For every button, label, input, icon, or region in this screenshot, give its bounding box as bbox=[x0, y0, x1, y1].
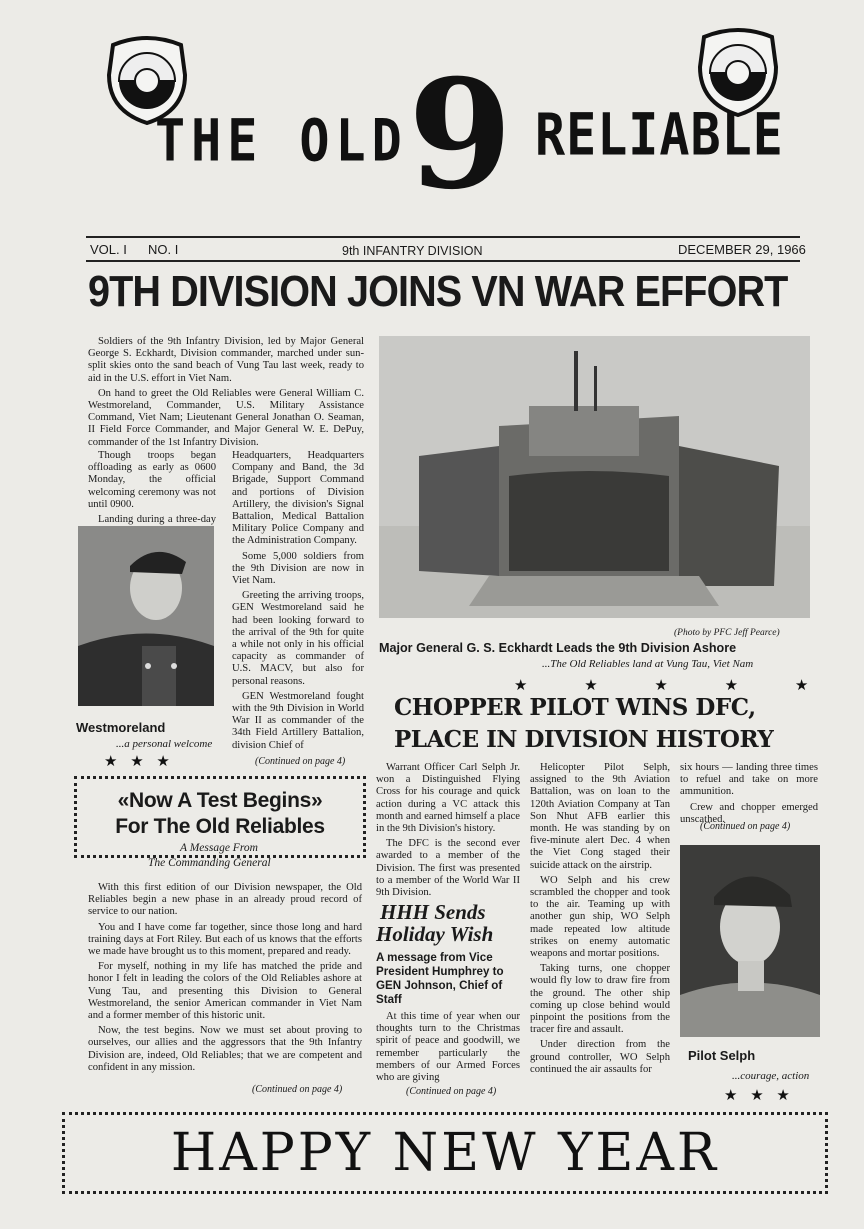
happy-new-year-banner bbox=[62, 1112, 828, 1194]
westmoreland-stars: ★ ★ ★ bbox=[104, 752, 174, 770]
westmoreland-caption: ...a personal welcome bbox=[116, 738, 213, 750]
lead-story-intro bbox=[88, 336, 364, 452]
westmoreland-name: Westmoreland bbox=[76, 720, 166, 735]
hhh-headline-line1: HHH Sends bbox=[380, 900, 486, 924]
chopper-col3-paragraph-2: Crew and chopper emerged unscathed. bbox=[680, 801, 818, 825]
dateline-bottom-rule bbox=[86, 260, 800, 262]
lead-paragraph-1: Soldiers of the 9th Infantry Division, led by Major General George S. Eckhardt, Division commander, marched under sun-split skies onto the sand beach of Vung Tau last week, ready to aid in the U.S. effort in Viet Nam. bbox=[88, 336, 364, 384]
selph-portrait-icon bbox=[680, 845, 820, 1037]
lead-story-column-2 bbox=[232, 450, 364, 755]
dateline-number: NO. I bbox=[148, 242, 179, 257]
selph-caption: ...courage, action bbox=[732, 1070, 810, 1082]
test-box-subtitle-line2: The Commanding General bbox=[148, 857, 271, 869]
chopper-column-3 bbox=[680, 762, 818, 829]
lead-col2-paragraph-1: Headquarters, Headquarters Company and Band, the 3d Brigade, Support Command and portions of Division Artillery, the division's Signal Battalion, Medical Battalion Military Police Company and the Administration Company. bbox=[232, 450, 364, 547]
chopper-headline-line1: CHOPPER PILOT WINS DFC, bbox=[394, 694, 756, 721]
chopper-col1-paragraph-2: The DFC is the second ever awarded to a member of the Division. The first was presented to a member of the World War II 9th Division. bbox=[376, 838, 520, 899]
chopper-col3-paragraph-1: six hours — landing three times to refuel and take on more ammunition. bbox=[680, 762, 818, 798]
westmoreland-portrait-icon bbox=[78, 526, 214, 706]
landing-photo-credit: (Photo by PFC Jeff Pearce) bbox=[674, 628, 780, 638]
test-paragraph-4: Now, the test begins. Now we must set about proving to ourselves, our allies and the aggressors that the 9th Infantry Division are, indeed, Old Reliables; that we are competent and confident in any mission. bbox=[88, 1025, 362, 1073]
test-box-subtitle-line1: A Message From bbox=[180, 842, 258, 854]
masthead-numeral: 9 bbox=[408, 47, 513, 223]
dateline-date: DECEMBER 29, 1966 bbox=[678, 242, 806, 257]
landing-photo bbox=[379, 336, 810, 618]
chopper-continued: (Continued on page 4) bbox=[700, 821, 791, 832]
chopper-headline-line2: PLACE IN DIVISION HISTORY bbox=[394, 726, 774, 753]
hhh-headline-line2: Holiday Wish bbox=[376, 922, 494, 946]
test-box-body bbox=[88, 882, 362, 1077]
banner-text: HAPPY NEW YEAR bbox=[170, 1123, 720, 1183]
lead-paragraph-2: On hand to greet the Old Reliables were General William C. Westmoreland, Commander, U.S. Military Assistance Command, Viet Nam; Lieutenant General Jonathan O. Seaman, II Field Force Commander, and Major General W. E. DePuy, commander of the 1st Infantry Division. bbox=[88, 387, 364, 448]
chopper-col1-paragraph-1: Warrant Officer Carl Selph Jr. won a Distinguished Flying Cross for his courage and quick action during a VC attack this month and earned himself a place in the 9th Division's history. bbox=[376, 762, 520, 835]
lead-col2-paragraph-4: GEN Westmoreland fought with the 9th Division in World War II as commander of the 34th Field Artillery Battalion, division Chief of bbox=[232, 690, 364, 751]
lead-story-continued: (Continued on page 4) bbox=[255, 756, 346, 767]
hhh-continued: (Continued on page 4) bbox=[406, 1086, 497, 1097]
dateline-top-rule bbox=[86, 236, 800, 238]
chopper-col2-paragraph-1: Helicopter Pilot Selph, assigned to the 9th Aviation Battalion, was on loan to the 120th Aviation Company at Tan Son Nhut AFB earlier this month. He was standing by on five-minute alert Dec. 4 when the Viet Cong staged their suicide attack on the airstrip. bbox=[530, 762, 670, 871]
landing-photo-caption: Major General G. S. Eckhardt Leads the 9th Division Ashore bbox=[379, 641, 737, 655]
landing-craft-photo-icon bbox=[379, 336, 810, 618]
chopper-col2-paragraph-4: Under direction from the ground controller, WO Selph continued the air assaults for bbox=[530, 1039, 670, 1075]
test-paragraph-1: With this first edition of our Division newspaper, the Old Reliables begin a new phase in an already proud record of service to our nation. bbox=[88, 882, 362, 918]
chopper-col2-paragraph-3: Taking turns, one chopper would fly low to draw fire from the ground. The other ship coming up close behind would pinpoint the positions from the tracer fire and assault. bbox=[530, 963, 670, 1036]
hhh-deck: A message from Vice President Humphrey to GEN Johnson, Chief of Staff bbox=[376, 951, 504, 1006]
main-headline: 9TH DIVISION JOINS VN WAR EFFORT bbox=[88, 267, 788, 316]
chopper-column-2 bbox=[530, 762, 670, 1079]
test-box-title-line1: «Now A Test Begins» bbox=[117, 789, 323, 812]
landing-photo-stars: ★ ★ ★ ★ ★ bbox=[514, 676, 835, 694]
chopper-column-1 bbox=[376, 762, 520, 902]
westmoreland-photo bbox=[78, 526, 214, 706]
dateline-division: 9th INFANTRY DIVISION bbox=[342, 244, 483, 258]
chopper-col2-paragraph-2: WO Selph and his crew scrambled the chopper and took to the air. Teaming up with another gun ship, WO Selph made repeated low altitude strikes on enemy automatic weapons and mortar positions. bbox=[530, 874, 670, 960]
test-paragraph-2: You and I have come far together, since those long and hard training days at Fort Riley. But each of us knows that the efforts we made have brought us to this moment, prepared and ready. bbox=[88, 921, 362, 958]
selph-stars: ★ ★ ★ bbox=[724, 1086, 794, 1104]
test-box-title-line2: For The Old Reliables bbox=[115, 815, 325, 838]
landing-photo-subcaption: ...The Old Reliables land at Vung Tau, Viet Nam bbox=[542, 658, 754, 670]
lead-col2-paragraph-3: Greeting the arriving troops, GEN Westmoreland said he had been looking forward to the arrival of the 9th for quite a while not only in his official capacity as commander of U.S. MACV, but also for personal reasons. bbox=[232, 590, 364, 687]
lead-col2-paragraph-2: Some 5,000 soldiers from the 9th Division are now in Viet Nam. bbox=[232, 550, 364, 587]
hhh-body bbox=[376, 1011, 520, 1087]
hhh-paragraph-1: At this time of year when our thoughts turn to the Christmas spirit of peace and goodwill, we remember particularly the members of our Armed Forces who are giving bbox=[376, 1011, 520, 1084]
masthead-left-word: THE OLD bbox=[155, 107, 408, 175]
test-paragraph-3: For myself, nothing in my life has matched the pride and honor I felt in leading the colors of the Old Reliables ashore at Vung Tau, and presenting this Division to General Westmoreland, the senior American commander in Viet Nam and a former member of this historic unit. bbox=[88, 961, 362, 1022]
lead-col1-paragraph-2: Landing during a three-day bbox=[98, 514, 216, 526]
masthead-right-word: RELIABLE bbox=[535, 101, 784, 169]
selph-photo bbox=[680, 845, 820, 1037]
dateline-volume: VOL. I bbox=[90, 242, 127, 257]
lead-col1-paragraph-1: Though troops began offloading as early as 0600 Monday, the official welcoming ceremony was not until 0900. bbox=[88, 450, 216, 510]
test-box-continued: (Continued on page 4) bbox=[252, 1084, 343, 1095]
selph-name: Pilot Selph bbox=[688, 1048, 756, 1063]
